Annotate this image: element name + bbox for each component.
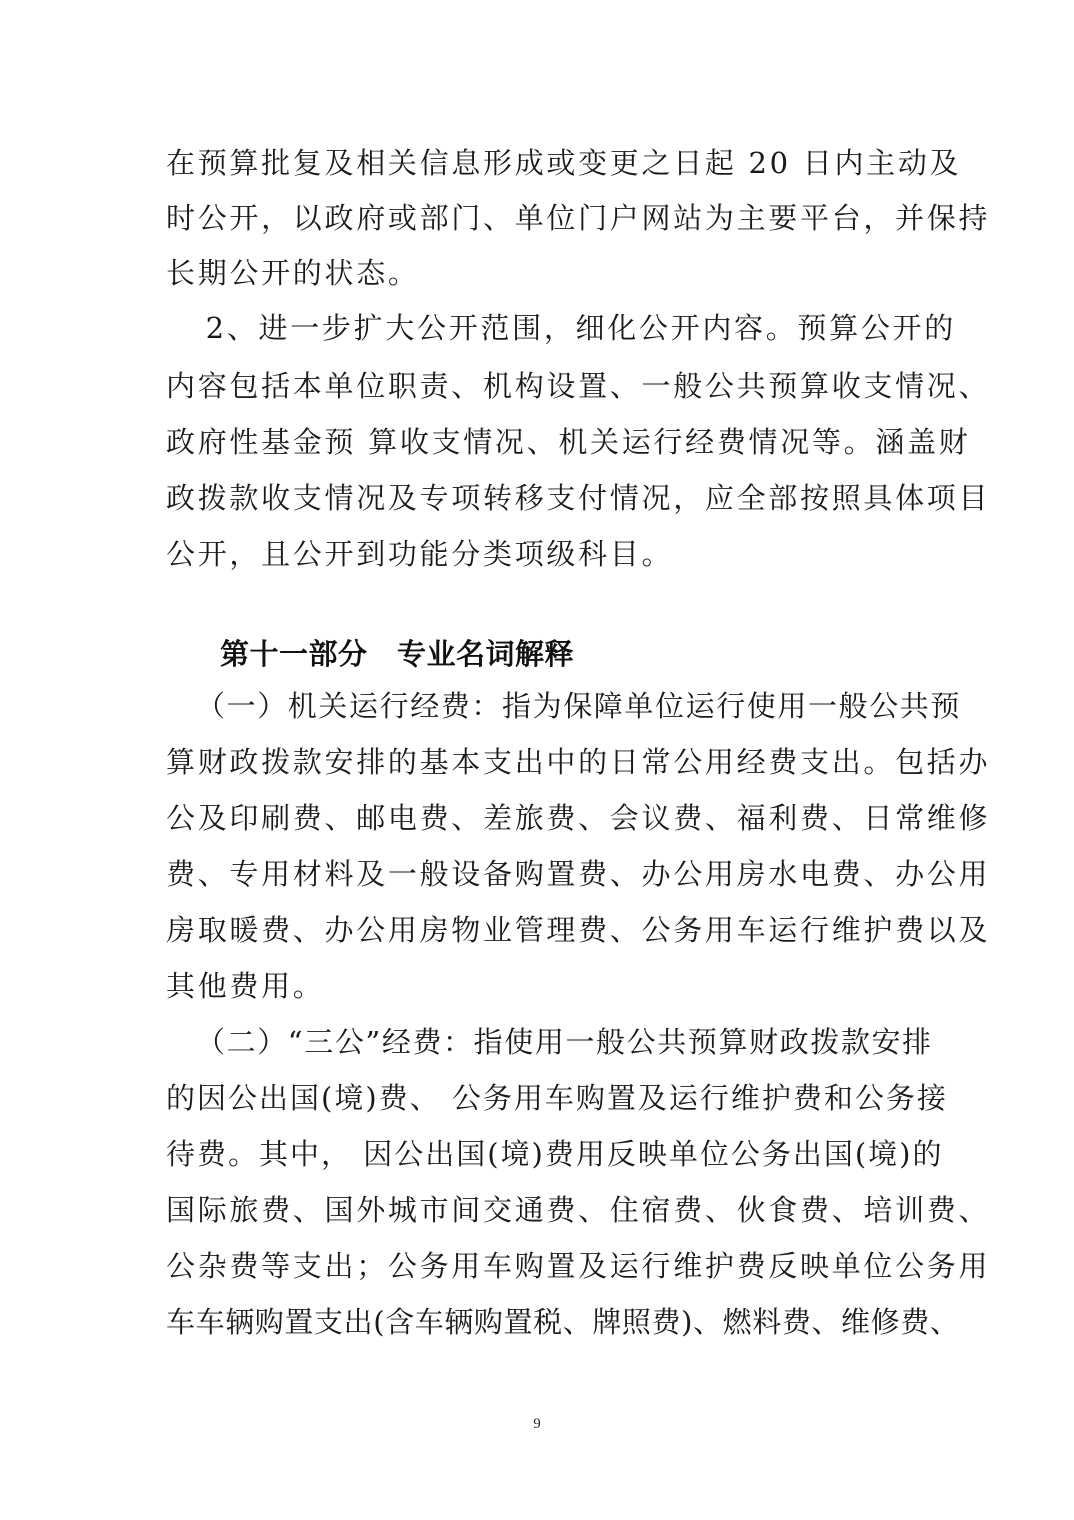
text-line: 的因公出国(境)费、 公务用车购置及运行维护费和公务接 (166, 1081, 948, 1115)
text-line: 内容包括本单位职责、机构设置、一般公共预算收支情况、 (166, 369, 991, 403)
text-line: 费、专用材料及一般设备购置费、办公用房水电费、办公用 (166, 857, 991, 891)
text-line: 算财政拨款安排的基本支出中的日常公用经费支出。包括办 (166, 745, 991, 779)
text-line: 时公开，以政府或部门、单位门户网站为主要平台，并保持 (166, 201, 991, 235)
section-heading: 第十一部分 专业名词解释 (220, 637, 575, 671)
text-line: 2、进一步扩大公开范围，细化公开内容。预算公开的 (158, 311, 956, 345)
text-line: 公杂费等支出；公务用车购置及运行维护费反映单位公务用 (166, 1249, 991, 1283)
text-line: 在预算批复及相关信息形成或变更之日起 20 日内主动及 (166, 146, 962, 180)
text-line: 房取暖费、办公用房物业管理费、公务用车运行维护费以及 (166, 913, 991, 947)
text-line: 待费。其中， 因公出国(境)费用反映单位公务出国(境)的 (166, 1137, 944, 1171)
text-line: （一）机关运行经费：指为保障单位运行使用一般公共预 (196, 689, 962, 723)
page-number: 9 (533, 1416, 541, 1432)
text-line: 政府性基金预 算收支情况、机关运行经费情况等。涵盖财 (166, 425, 971, 459)
text-line: 公开，且公开到功能分类项级科目。 (166, 537, 674, 571)
text-line: （二）“三公”经费：指使用一般公共预算财政拨款安排 (196, 1025, 933, 1059)
text-line: 其他费用。 (166, 969, 325, 1003)
text-line: 长期公开的状态。 (166, 256, 420, 290)
text-line: 国际旅费、国外城市间交通费、住宿费、伙食费、培训费、 (166, 1193, 991, 1227)
text-line: 车车辆购置支出(含车辆购置税、牌照费)、燃料费、维修费、 (166, 1305, 960, 1339)
text-line: 政拨款收支情况及专项转移支付情况，应全部按照具体项目 (166, 481, 991, 515)
text-line: 公及印刷费、邮电费、差旅费、会议费、福利费、日常维修 (166, 801, 991, 835)
